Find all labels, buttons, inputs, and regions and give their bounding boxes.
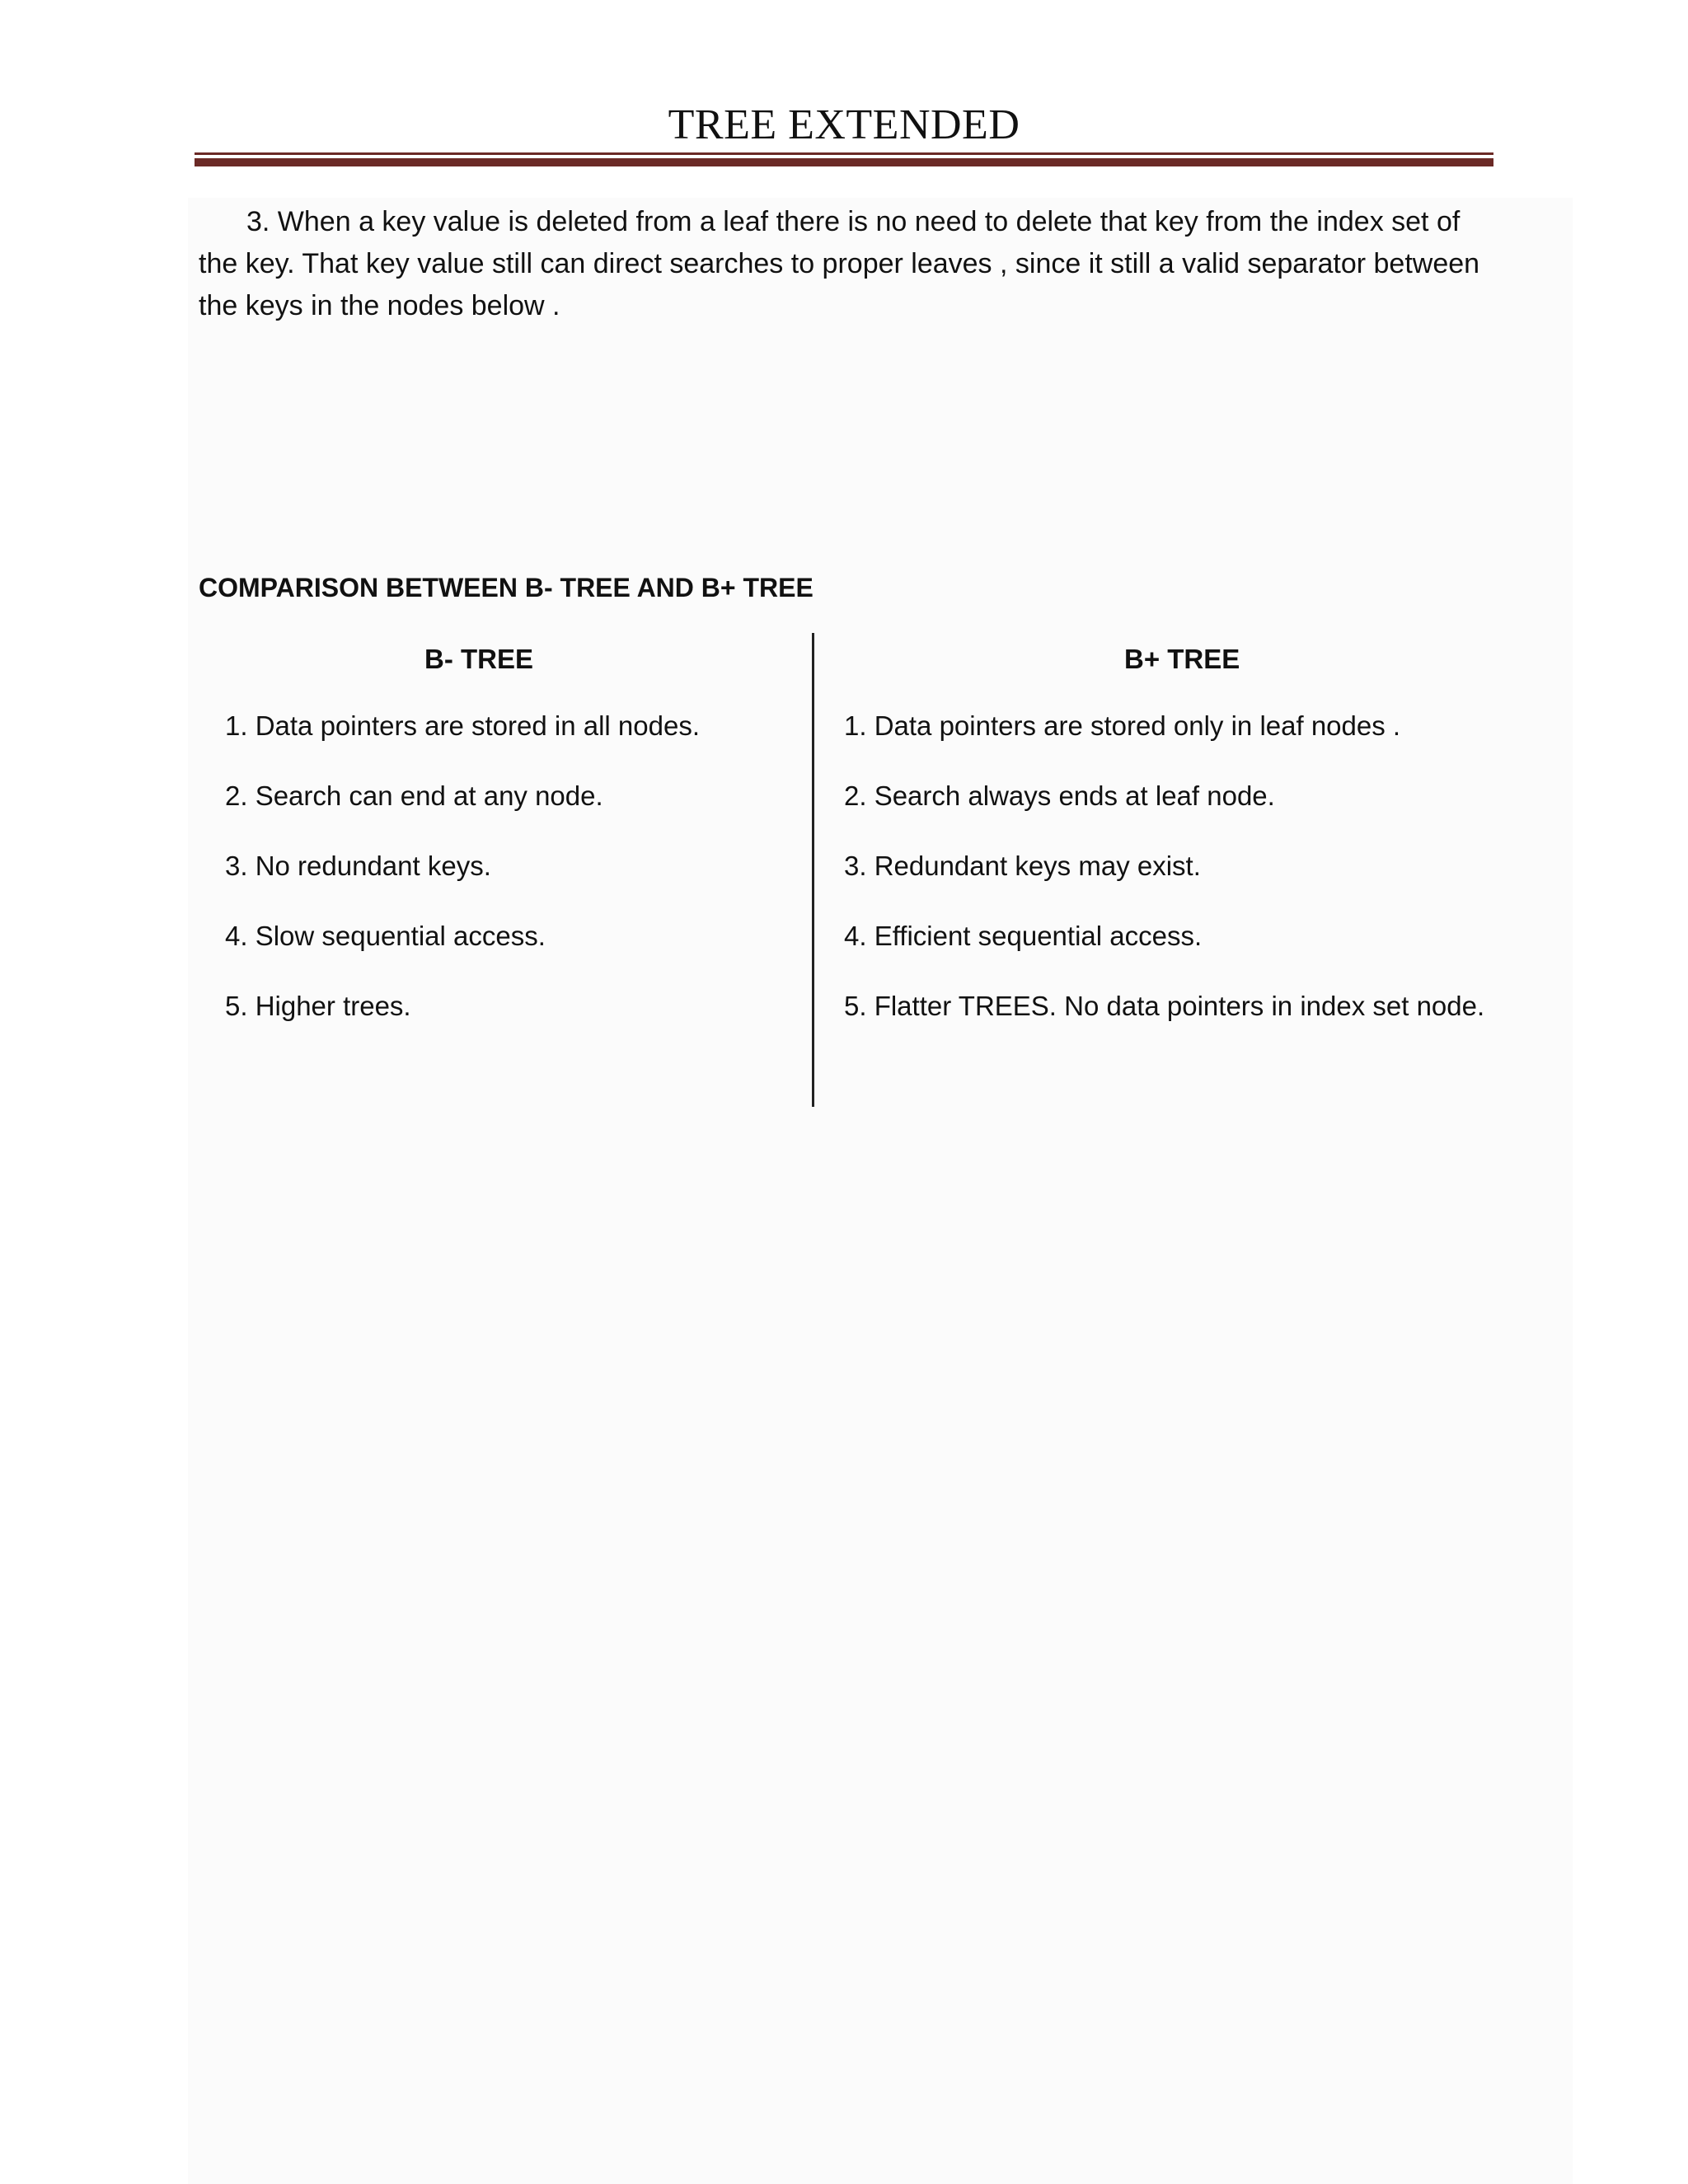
header-rule-thick: [195, 158, 1493, 166]
list-item: 3. Redundant keys may exist.: [844, 851, 1201, 881]
b-tree-list: [199, 705, 809, 1027]
b-plus-tree-column: [824, 636, 1525, 1027]
comparison-title: COMPARISON BETWEEN B- TREE AND B+ TREE: [199, 573, 814, 602]
b-tree-column: [199, 636, 809, 1027]
list-item: 2. Search can end at any node.: [225, 780, 603, 811]
body-paragraph: 3. When a key value is deleted from a leaf there is no need to delete that key from the index set of the key. That key value still can direct searches to proper leaves , since it still a valid separator between the keys in the nodes below .: [199, 206, 1480, 321]
list-item: 5. Higher trees.: [225, 991, 411, 1021]
page-background: [188, 198, 1573, 2184]
b-tree-heading: B- TREE: [424, 644, 533, 674]
list-item: 2. Search always ends at leaf node.: [844, 780, 1275, 811]
column-divider: [812, 633, 814, 1107]
header-rule-thin: [195, 152, 1493, 155]
list-item: 1. Data pointers are stored only in leaf nodes .: [844, 710, 1401, 741]
b-plus-tree-heading: B+ TREE: [1124, 644, 1240, 674]
list-item: 4. Efficient sequential access.: [844, 921, 1203, 951]
list-item: 5. Flatter TREES. No data pointers in index set node.: [844, 991, 1485, 1021]
list-item: 3. No redundant keys.: [225, 851, 491, 881]
page-header-title: TREE EXTENDED: [668, 101, 1020, 148]
list-item: 4. Slow sequential access.: [225, 921, 546, 951]
list-item: 1. Data pointers are stored in all nodes.: [225, 710, 701, 741]
b-plus-tree-list: [824, 705, 1525, 1027]
